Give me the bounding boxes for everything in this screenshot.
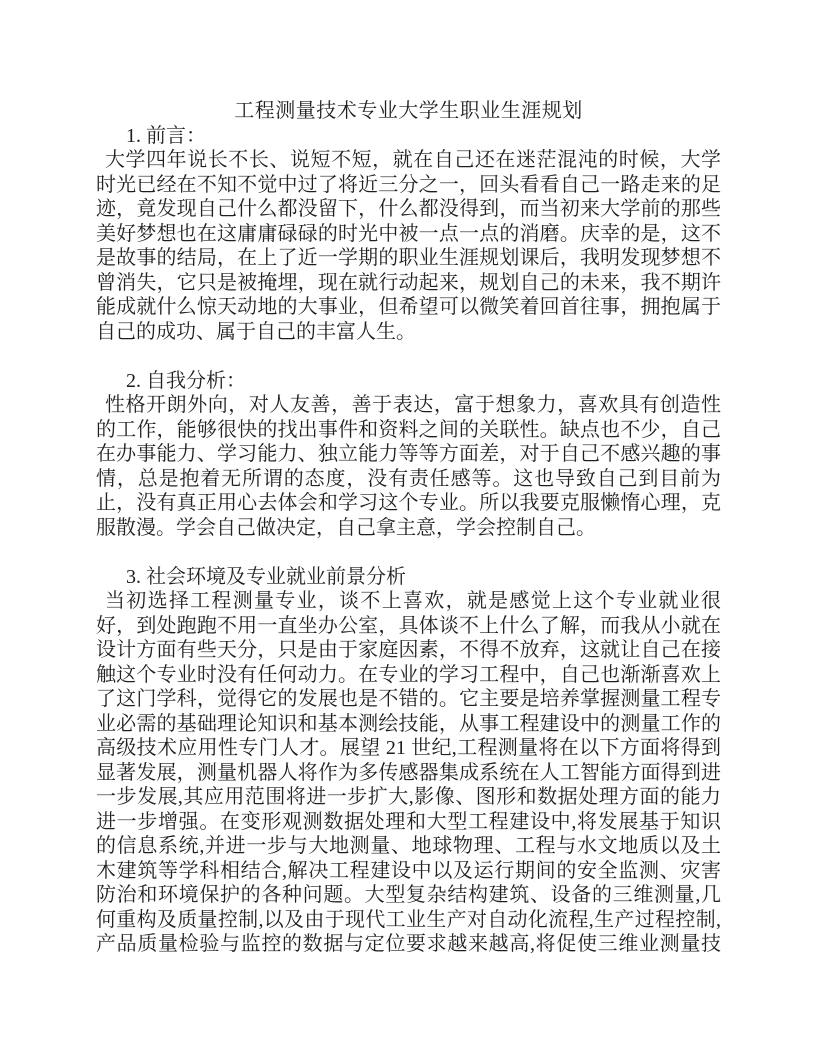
section-heading: 3. 社会环境及专业就业前景分析	[126, 565, 406, 588]
body-line: 进一步增强。在变形观测数据处理和大型工程建设中,将发展基于知识	[96, 810, 721, 833]
body-line: 能成就什么惊天动地的大事业，但希望可以微笑着回首往事，拥抱属于	[96, 296, 721, 318]
body-line: 服散漫。学会自己做决定，自己拿主意，学会控制自己。	[96, 516, 596, 539]
section-heading: 1. 前言：	[126, 124, 206, 147]
body-line: 当初选择工程测量专业，谈不上喜欢，就是感觉上这个专业就业很	[105, 590, 721, 612]
body-line: 性格开朗外向，对人友善，善于表达，富于想象力，喜欢具有创造性	[105, 394, 721, 416]
body-line: 的工作，能够很快的找出事件和资料之间的关联性。缺点也不少，自己	[96, 418, 721, 441]
section-heading: 2. 自我分析：	[126, 369, 246, 392]
body-line: 显著发展，测量机器人将作为多传感器集成系统在人工智能方面得到进	[96, 761, 721, 784]
body-line: 触这个专业时没有任何动力。在专业的学习工程中，自己也渐渐喜欢上	[96, 663, 721, 686]
body-line: 时光已经在不知不觉中过了将近三分之一，回头看看自己一路走来的足	[96, 173, 721, 196]
body-line: 大学四年说长不长、说短不短，就在自己还在迷茫混沌的时候，大学	[105, 149, 721, 171]
section-self-analysis	[96, 369, 721, 541]
body-line: 情，总是抱着无所谓的态度，没有责任感等。这也导致自己到目前为	[96, 467, 721, 490]
body-line: 在办事能力、学习能力、独立能力等等方面差，对于自己不感兴趣的事	[96, 443, 721, 465]
body-line: 好，到处跑跑不用一直坐办公室，具体谈不上什么了解，而我从小就在	[96, 614, 721, 637]
body-line: 一步发展,其应用范围将进一步扩大,影像、图形和数据处理方面的能力	[96, 786, 721, 808]
body-line: 防治和环境保护的各种问题。大型复杂结构建筑、设备的三维测量,几	[96, 884, 721, 906]
body-line: 高级技术应用性专门人才。展望 21 世纪,工程测量将在以下方面将得到	[96, 737, 721, 759]
section-foreword	[96, 124, 721, 345]
body-line: 何重构及质量控制,以及由于现代工业生产对自动化流程,生产过程控制,	[96, 908, 721, 931]
body-line: 止，没有真正用心去体会和学习这个专业。所以我要克服懒惰心理，克	[96, 492, 721, 514]
body-line: 设计方面有些天分，只是由于家庭因素，不得不放弃，这就让自己在接	[96, 639, 721, 661]
body-line: 自己的成功、属于自己的丰富人生。	[96, 320, 416, 343]
document-title: 工程测量技术专业大学生职业生涯规划	[234, 100, 583, 122]
body-line: 的信息系统,并进一步与大地测量、地球物理、工程与水文地质以及土	[96, 835, 721, 857]
section-environment-analysis	[96, 565, 721, 957]
body-line: 了这门学科，觉得它的发展也是不错的。它主要是培养掌握测量工程专	[96, 688, 721, 710]
body-line: 产品质量检验与监控的数据与定位要求越来越高,将促使三维业测量技	[96, 933, 721, 955]
body-line: 业必需的基础理论知识和基本测绘技能，从事工程建设中的测量工作的	[96, 712, 721, 735]
body-line: 木建筑等学科相结合,解决工程建设中以及运行期间的安全监测、灾害	[96, 859, 721, 882]
body-line: 是故事的结局，在上了近一学期的职业生涯规划课后，我明发现梦想不	[96, 247, 721, 269]
body-line: 美好梦想也在这庸庸碌碌的时光中被一点一点的消磨。庆幸的是，这不	[96, 222, 721, 245]
body-line: 迹，竟发现自己什么都没留下，什么都没得到，而当初来大学前的那些	[96, 198, 721, 220]
body-line: 曾消失，它只是被掩埋，现在就行动起来，规划自己的未来，我不期许	[96, 271, 721, 294]
